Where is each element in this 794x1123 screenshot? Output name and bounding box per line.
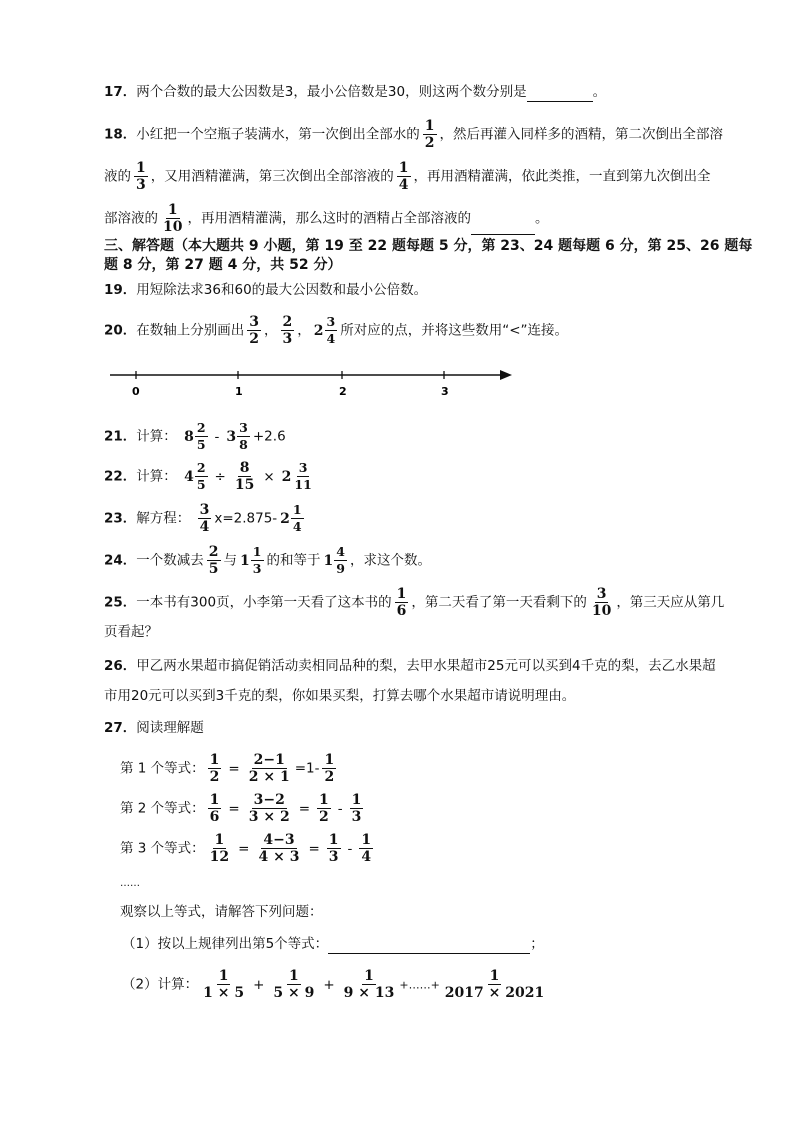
- q20-fraction-1: $\frac{3}{2}$: [249, 314, 260, 347]
- q21-tail: +2.6: [252, 428, 286, 445]
- q24-number: 24．: [104, 552, 137, 569]
- fraction: 1 4: [292, 502, 302, 534]
- question-25-line2: 页看起？: [104, 624, 158, 640]
- question-24: [104, 544, 431, 577]
- q27-equation-3: 第 3 个等式： $\frac{1}{12}$ = $\frac{4-3}{4 \times 3}$ = $\frac{1}{3}$ - $\frac{1}{4}$: [120, 832, 372, 865]
- q18-text: ，再用酒精灌满，依此类推，一直到第九次倒出全: [413, 168, 711, 185]
- eq-rhs: =1-: [294, 760, 320, 777]
- q25-text: ，第二天看了第一天看剩下的: [411, 594, 587, 611]
- q18-text: 部溶液的: [104, 210, 158, 227]
- fraction: 1 3: [252, 544, 262, 576]
- q24-mixed-1: 1 1 3: [240, 544, 262, 576]
- q21-label: 计算：: [136, 428, 177, 445]
- question-27-title: [104, 718, 204, 738]
- q25-fraction-1: $\frac{1}{6}$: [396, 586, 407, 619]
- q18-number: 18．: [104, 126, 137, 143]
- q18-text: ，又用酒精灌满，第三次倒出全部溶液的: [150, 168, 394, 185]
- question-18-line1: [104, 118, 723, 151]
- question-20: [104, 314, 568, 347]
- q22-label: 计算：: [136, 468, 177, 485]
- q25-text: 一本书有300页，小李第一天看了这本书的: [136, 594, 392, 611]
- q17-end: 。: [592, 84, 607, 100]
- q27-part-1-text: （1）按以上规律列出第5个等式：: [122, 936, 329, 952]
- q18-text: 液的: [104, 168, 131, 185]
- fraction: $\frac{1}{6}$: [209, 792, 220, 825]
- q18-text: ，然后再灌入同样多的酒精，第二次倒出全部溶: [439, 126, 724, 143]
- number-line-tick-label: 0: [132, 385, 140, 398]
- q18-fraction-2: $\frac{1}{3}$: [136, 160, 146, 193]
- q27-equation-1: 第 1 个等式： $\frac{1}{2}$ = $\frac{2-1}{2 \times 1}$ =1- $\frac{1}{2}$: [120, 752, 335, 785]
- q18-fraction-1: $\frac{1}{2}$: [424, 118, 435, 151]
- q21-mixed-2: 3 3 8: [226, 420, 248, 452]
- fraction: 2 5: [196, 420, 206, 452]
- q17-answer-blank[interactable]: [527, 87, 593, 102]
- fraction: $\frac{4-3}{4 \times 3}$: [258, 832, 300, 865]
- question-25-line1: [104, 586, 724, 619]
- q23-mid: x=2.875-: [214, 510, 278, 527]
- q22-operator: ×: [263, 468, 275, 485]
- q21-number: 21．: [104, 428, 137, 445]
- fraction: $\frac{1}{3}$: [328, 832, 339, 865]
- q23-fraction: $\frac{3}{4}$: [199, 502, 210, 535]
- q22-operator: ÷: [214, 468, 226, 485]
- q24-text: ，求这个数。: [349, 552, 431, 569]
- fraction: 2 5: [196, 460, 206, 492]
- fraction: $\frac{3-2}{3 \times 2}$: [248, 792, 290, 825]
- question-22: [104, 460, 317, 493]
- fraction: $\frac{1}{5 \times 9}$: [273, 968, 315, 1001]
- fraction: $\frac{1}{2}$: [319, 792, 329, 825]
- q17-text: 两个合数的最大公因数是3，最小公倍数是30，则这两个数分别是: [136, 84, 527, 100]
- q25-fraction-2: $\frac{3}{10}$: [591, 586, 612, 619]
- q18-text: 小红把一个空瓶子装满水，第一次倒出全部水的: [136, 126, 420, 143]
- q20-number: 20．: [104, 322, 137, 339]
- q27-number: 27．: [104, 720, 137, 736]
- q27-observe: 观察以上等式，请解答下列问题：: [120, 904, 323, 920]
- fraction: 3 11: [294, 460, 312, 492]
- q22-fraction: $\frac{8}{15}$: [234, 460, 255, 493]
- section-3-heading-line2: 题 8 分，第 27 题 4 分，共 52 分）: [104, 257, 342, 273]
- q24-fraction: $\frac{2}{5}$: [208, 544, 219, 577]
- fraction: $\frac{1}{9 \times 13}$: [343, 968, 395, 1001]
- q18-answer-blank[interactable]: [471, 220, 535, 235]
- q20-text: 在数轴上分别画出: [136, 322, 245, 339]
- q24-text: 一个数减去: [136, 552, 204, 569]
- fraction: $\frac{1}{4}$: [361, 832, 372, 865]
- fraction: 4 9: [336, 544, 345, 576]
- q18-fraction-4: $\frac{1}{10}$: [163, 202, 183, 235]
- question-17: [104, 82, 606, 102]
- q27-part-1-answer-blank[interactable]: [328, 939, 530, 954]
- q18-text: ，再用酒精灌满，那么这时的酒精占全部溶液的: [187, 210, 471, 227]
- question-18-line2: [104, 160, 711, 193]
- q25-number: 25．: [104, 594, 137, 611]
- q26-number: 26．: [104, 658, 137, 674]
- q26-text: 甲乙两水果超市搞促销活动卖相同品种的梨，去甲水果超市25元可以买到4千克的梨，去乙水果超: [136, 658, 716, 674]
- q24-text: 与: [223, 552, 238, 569]
- number-line-tick-label: 1: [235, 385, 243, 398]
- q20-text: 所对应的点，并将这些数用“<”连接。: [340, 322, 569, 339]
- q27-ellipsis: ……: [120, 878, 140, 889]
- fraction: $\frac{1}{12}$: [209, 832, 230, 865]
- q20-sep: ，: [297, 322, 311, 339]
- eq-label: 第 2 个等式：: [120, 800, 205, 817]
- q20-fraction-2: $\frac{2}{3}$: [282, 314, 293, 347]
- q25-text: ，第三天应从第几: [616, 594, 725, 611]
- q27-title: 阅读理解题: [136, 720, 204, 736]
- q22-mixed-1: 4 2 5: [184, 460, 206, 492]
- number-line-arrow: [500, 370, 512, 380]
- q24-text: 的和等于: [266, 552, 321, 569]
- fraction: $\frac{1}{2}$: [209, 752, 220, 785]
- question-26-line2: 市用20元可以买到3千克的梨，你如果买梨，打算去哪个水果超市请说明理由。: [104, 688, 576, 704]
- q27-part-2: （2）计算： $\frac{1}{1 \times 5}$ + $\frac{1}{5 \times 9}$ + $\frac{1}{9 \times 13}$ +……+ $\frac{1}{2017 \times 2021}$: [122, 968, 545, 1001]
- question-21: [104, 420, 286, 453]
- fraction: $\frac{1}{2}$: [324, 752, 335, 785]
- eq-label: 第 3 个等式：: [120, 840, 205, 857]
- question-19: [104, 280, 427, 300]
- fraction: 3 4: [326, 314, 336, 346]
- q24-mixed-2: 1 4 9: [323, 544, 345, 576]
- fraction: 3 8: [239, 420, 248, 452]
- question-23: [104, 502, 307, 535]
- q19-number: 19．: [104, 282, 137, 298]
- q27-part-1-end: ；: [530, 936, 544, 952]
- eq-label: 第 1 个等式：: [120, 760, 205, 777]
- q18-end: 。: [534, 210, 549, 227]
- fraction: $\frac{1}{1 \times 5}$: [203, 968, 245, 1001]
- question-26-line1: [104, 656, 716, 676]
- q27-equation-2: 第 2 个等式： $\frac{1}{6}$ = $\frac{3-2}{3 \times 2}$ = $\frac{1}{2}$ - $\frac{1}{3}$: [120, 792, 362, 825]
- fraction: $\frac{1}{2017 \times 2021}$: [444, 968, 545, 1001]
- q27-part-2-text: （2）计算：: [122, 976, 199, 993]
- q27-plus-dots: +……+: [399, 978, 440, 992]
- q21-mixed-1: 8 2 5: [184, 420, 206, 452]
- q21-operator: -: [214, 428, 220, 445]
- q17-number: 17．: [104, 84, 137, 100]
- question-18-line3: [104, 202, 548, 235]
- section-3-heading-line1: 三、解答题（本大题共 9 小题，第 19 至 22 题每题 5 分，第 23、24 题每题 6 分，第 25、26 题每: [104, 238, 753, 254]
- q23-label: 解方程：: [136, 510, 191, 527]
- q23-number: 23．: [104, 510, 137, 527]
- q23-mixed: 2 1 4: [280, 502, 302, 534]
- fraction: $\frac{1}{3}$: [351, 792, 362, 825]
- number-line-tick-label: 3: [441, 385, 449, 398]
- q18-fraction-3: $\frac{1}{4}$: [398, 160, 409, 193]
- number-line-tick-label: 2: [339, 385, 347, 398]
- q20-mixed-number: 2 3 4: [313, 314, 336, 346]
- fraction: $\frac{2-1}{2 \times 1}$: [248, 752, 290, 785]
- q20-sep: ，: [264, 322, 278, 339]
- q22-number: 22．: [104, 468, 137, 485]
- q22-mixed-2: 2 3 11: [281, 460, 312, 492]
- q27-part-1: [122, 934, 544, 954]
- number-line: [100, 362, 520, 402]
- q19-text: 用短除法求36和60的最大公因数和最小公倍数。: [136, 282, 428, 298]
